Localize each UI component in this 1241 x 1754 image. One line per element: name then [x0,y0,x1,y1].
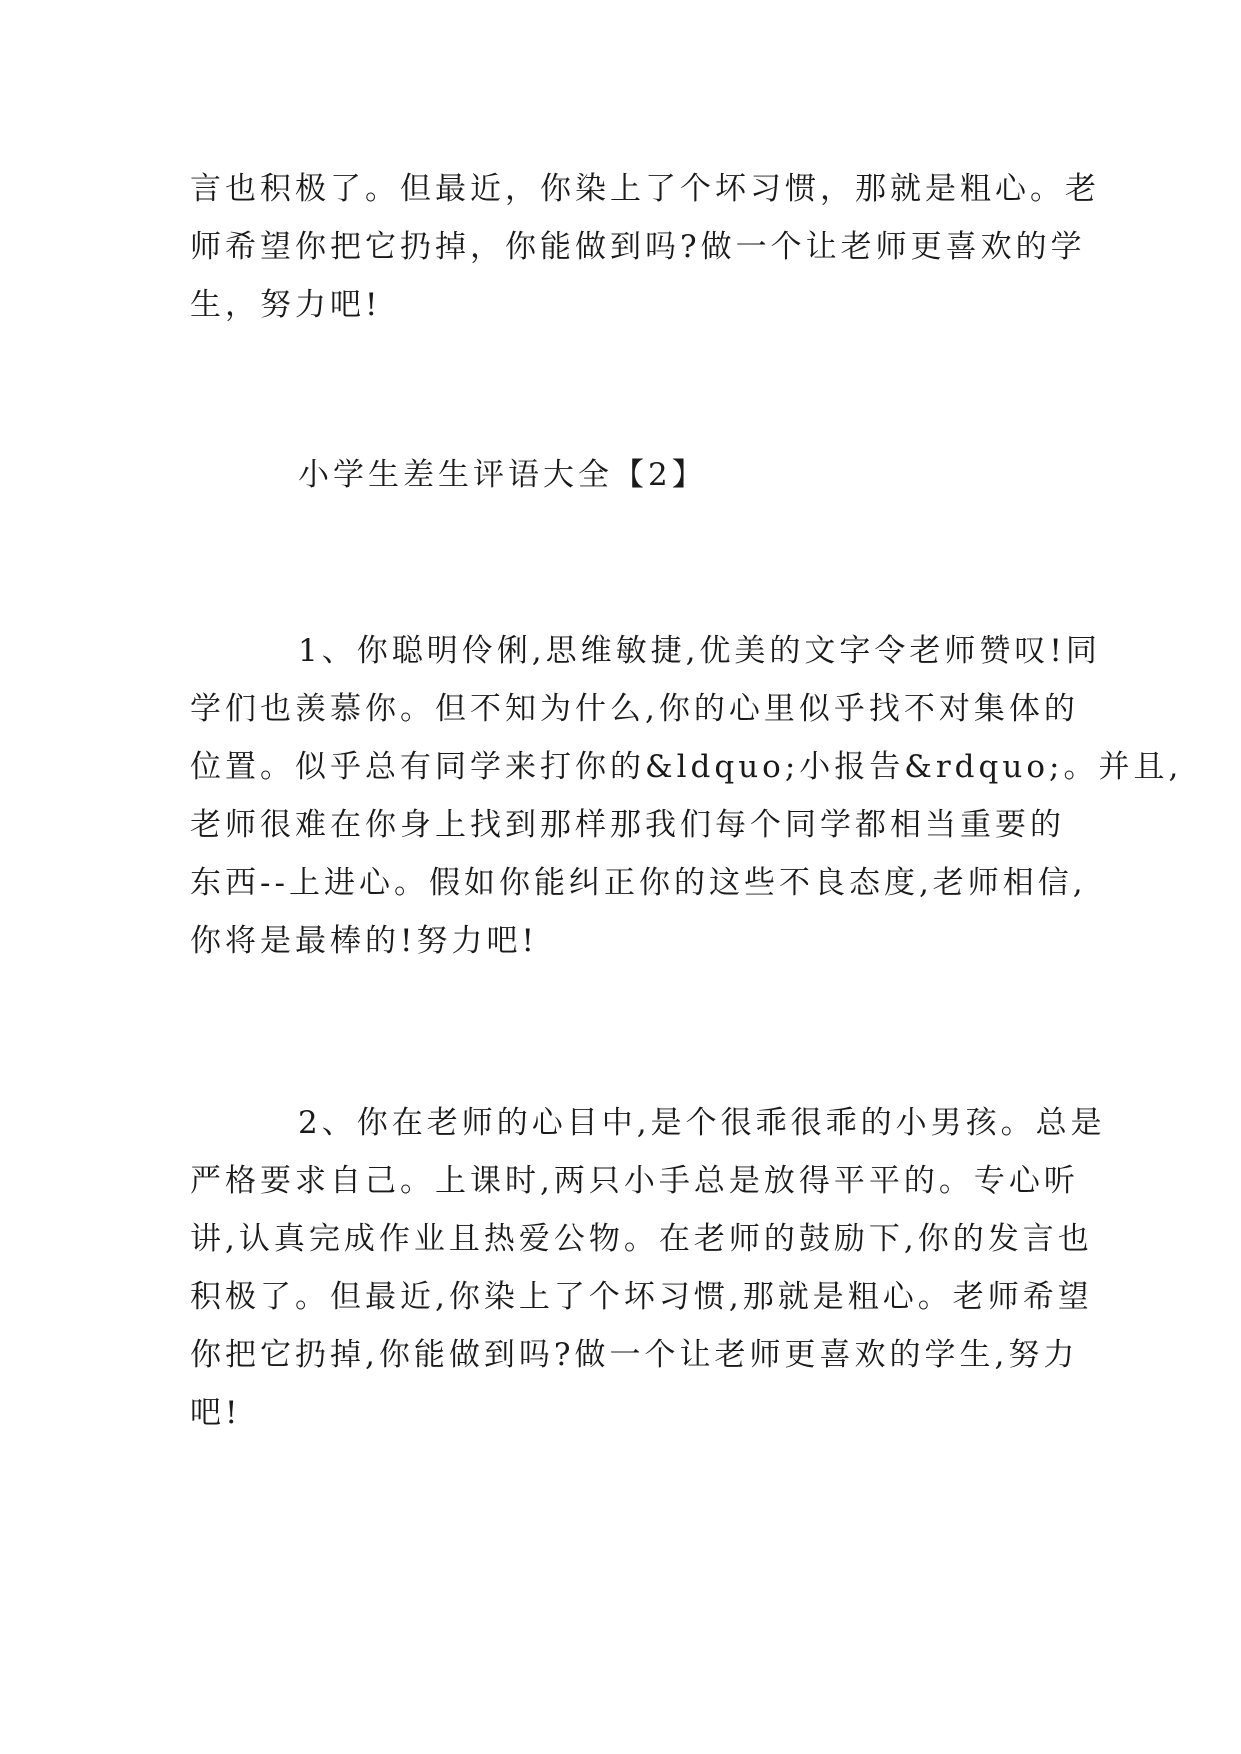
comment-item-2 [190,1094,1106,1442]
paragraph-line: 你将是最棒的!努力吧! [190,923,538,959]
continuation-paragraph [190,160,1100,334]
paragraph-line: 严格要求自己。上课时,两只小手总是放得平平的。专心听 [190,1163,1079,1199]
paragraph-line: 学们也羡慕你。但不知为什么,你的心里似乎找不对集体的 [190,691,1079,727]
paragraph-line: 言也积极了。但最近，你染上了个坏习惯，那就是粗心。老 [190,171,1100,207]
paragraph-line: 东西--上进心。假如你能纠正你的这些不良态度,老师相信, [190,865,1087,901]
paragraph-line: 积极了。但最近,你染上了个坏习惯,那就是粗心。老师希望 [190,1279,1093,1315]
paragraph-line: 师希望你把它扔掉，你能做到吗?做一个让老师更喜欢的学 [190,229,1086,265]
paragraph-line: 位置。似乎总有同学来打你的&ldquo;小报告&rdquo;。并且, [190,749,1183,785]
section-heading-block [190,446,1050,504]
paragraph-line: 吧! [190,1395,242,1431]
paragraph-line: 老师很难在你身上找到那样那我们每个同学都相当重要的 [190,807,1065,843]
paragraph-line: 2、你在老师的心目中,是个很乖很乖的小男孩。总是 [298,1105,1106,1141]
comment-item-1 [190,622,1183,970]
paragraph-line: 讲,认真完成作业且热爱公物。在老师的鼓励下,你的发言也 [190,1221,1093,1257]
section-heading: 小学生差生评语大全【2】 [298,457,707,493]
paragraph-line: 你把它扔掉,你能做到吗?做一个让老师更喜欢的学生,努力 [190,1337,1079,1373]
paragraph-line: 1、你聪明伶俐,思维敏捷,优美的文字令老师赞叹!同 [298,633,1101,669]
paragraph-line: 生，努力吧! [190,287,382,323]
